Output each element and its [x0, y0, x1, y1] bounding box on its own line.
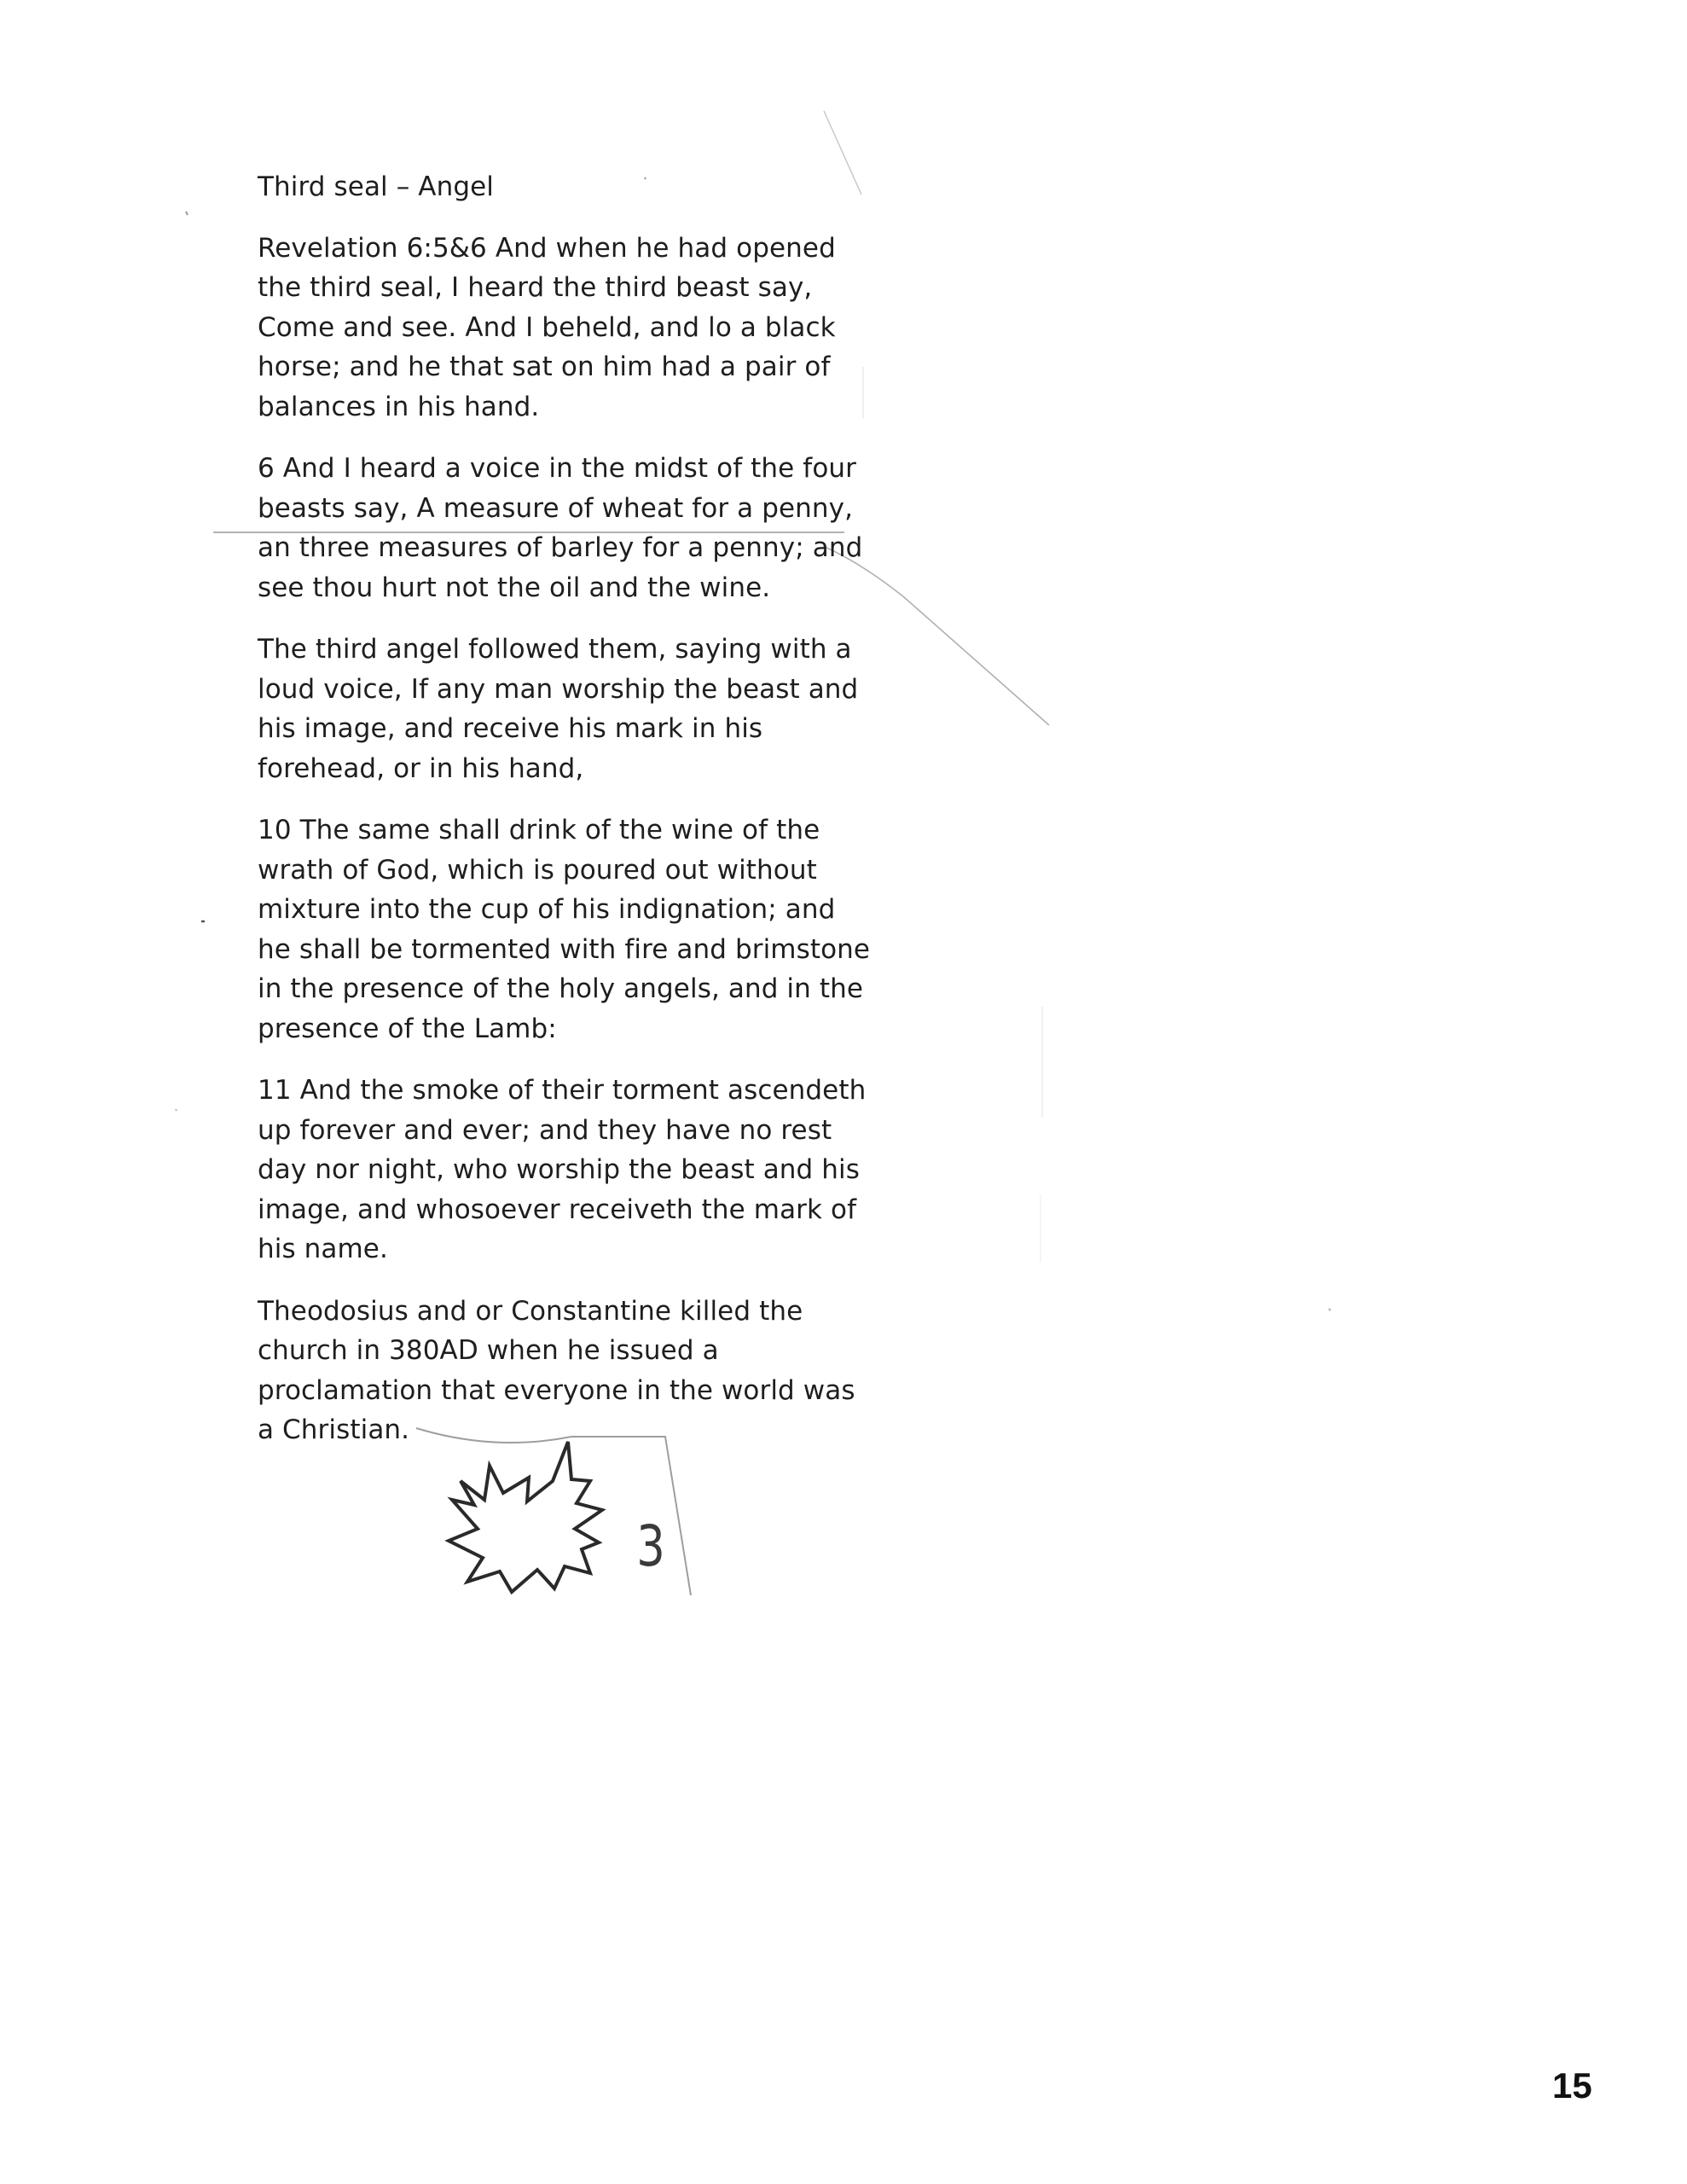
star-burst-icon: [401, 1399, 725, 1621]
paragraph-third-angel: The third angel followed them, saying with a loud voice, If any man worship the beast and his image, and receive his mark in his forehead, or in his hand,: [258, 634, 859, 784]
paragraph-revelation-6-5: Revelation 6:5&6 And when he had opened the third seal, I heard the third beast say, Come and see. And I beheld, and lo a black horse; and he that sat on him had a pair of balances in his hand.: [258, 232, 836, 422]
document-body: [258, 167, 872, 1472]
paragraph-verse-6: 6 And I heard a voice in the midst of the four beasts say, A measure of wheat for a penny, an three measures of barley for a penny; and see thou hurt not the oil and the wine.: [258, 453, 863, 603]
page-number: 15: [1552, 2065, 1592, 2106]
paragraph-verse-11: 11 And the smoke of their torment ascendeth up forever and ever; and they have no rest day nor night, who worship the beast and his image, and whosoever receiveth the mark of his name.: [258, 1075, 867, 1264]
section-heading: Third seal – Angel: [258, 171, 494, 202]
paragraph-theodosius: Theodosius and or Constantine killed the church in 380AD when he issued a proclamation that everyone in the world was a Christian.: [258, 1295, 855, 1445]
paragraph-verse-10: 10 The same shall drink of the wine of the wrath of God, which is poured out without mixture into the cup of his indignation; and he shall be tormented with fire and brimstone in the presence of the holy angels, and in the presence of the Lamb:: [258, 815, 871, 1044]
hand-drawing: [401, 1399, 725, 1621]
drawing-number: 3: [636, 1513, 665, 1579]
